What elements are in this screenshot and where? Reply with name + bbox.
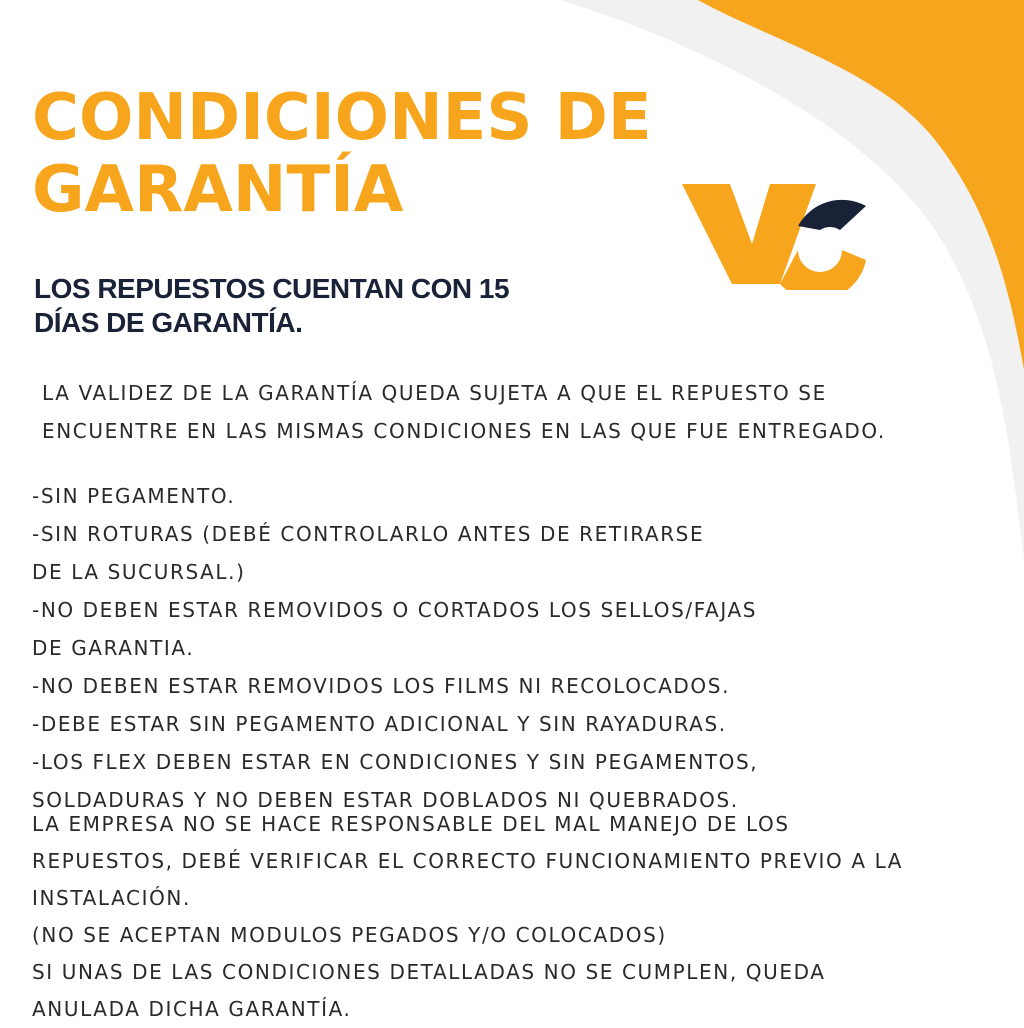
subtitle-line-2: DÍAS DE GARANTÍA.: [34, 307, 303, 338]
condition-line: -SIN ROTURAS (DEBÉ CONTROLARLO ANTES DE RETIRARSE: [32, 522, 705, 546]
subtitle-line-1: LOS REPUESTOS CUENTAN CON 15: [34, 273, 510, 304]
logo-c-orange-arc: [780, 250, 866, 290]
footer-line: (NO SE ACEPTAN MODULOS PEGADOS Y/O COLOCADOS): [32, 923, 667, 947]
condition-line: -NO DEBEN ESTAR REMOVIDOS LOS FILMS NI RECOLOCADOS.: [32, 674, 731, 698]
conditions-list: [32, 477, 758, 819]
footer-line: INSTALACIÓN.: [32, 886, 191, 910]
condition-line: DE LA SUCURSAL.): [32, 560, 246, 584]
condition-line: -LOS FLEX DEBEN ESTAR EN CONDICIONES Y SIN PEGAMENTOS,: [32, 750, 759, 774]
vc-logo-icon: [680, 178, 880, 290]
intro-line-1: LA VALIDEZ DE LA GARANTÍA QUEDA SUJETA A QUE EL REPUESTO SE: [42, 381, 827, 405]
footer-line: REPUESTOS, DEBÉ VERIFICAR EL CORRECTO FUNCIONAMIENTO PREVIO A LA: [32, 849, 904, 873]
intro-line-2: ENCUENTRE EN LAS MISMAS CONDICIONES EN LAS QUE FUE ENTREGADO.: [42, 419, 886, 443]
condition-line: -SIN PEGAMENTO.: [32, 484, 236, 508]
warranty-days-heading: [34, 272, 509, 340]
page-title: [32, 82, 652, 226]
disclaimer-paragraph: [32, 806, 903, 1028]
condition-line: DE GARANTIA.: [32, 636, 195, 660]
title-line-2: GARANTÍA: [32, 153, 404, 227]
footer-line: ANULADA DICHA GARANTÍA.: [32, 997, 352, 1021]
condition-line: -NO DEBEN ESTAR REMOVIDOS O CORTADOS LOS SELLOS/FAJAS: [32, 598, 758, 622]
validity-paragraph: [42, 374, 886, 450]
title-line-1: CONDICIONES DE: [32, 81, 652, 155]
footer-line: LA EMPRESA NO SE HACE RESPONSABLE DEL MAL MANEJO DE LOS: [32, 812, 790, 836]
condition-line: SOLDADURAS Y NO DEBEN ESTAR DOBLADOS NI QUEBRADOS.: [32, 788, 739, 812]
condition-line: -DEBE ESTAR SIN PEGAMENTO ADICIONAL Y SIN RAYADURAS.: [32, 712, 727, 736]
footer-line: SI UNAS DE LAS CONDICIONES DETALLADAS NO SE CUMPLEN, QUEDA: [32, 960, 826, 984]
